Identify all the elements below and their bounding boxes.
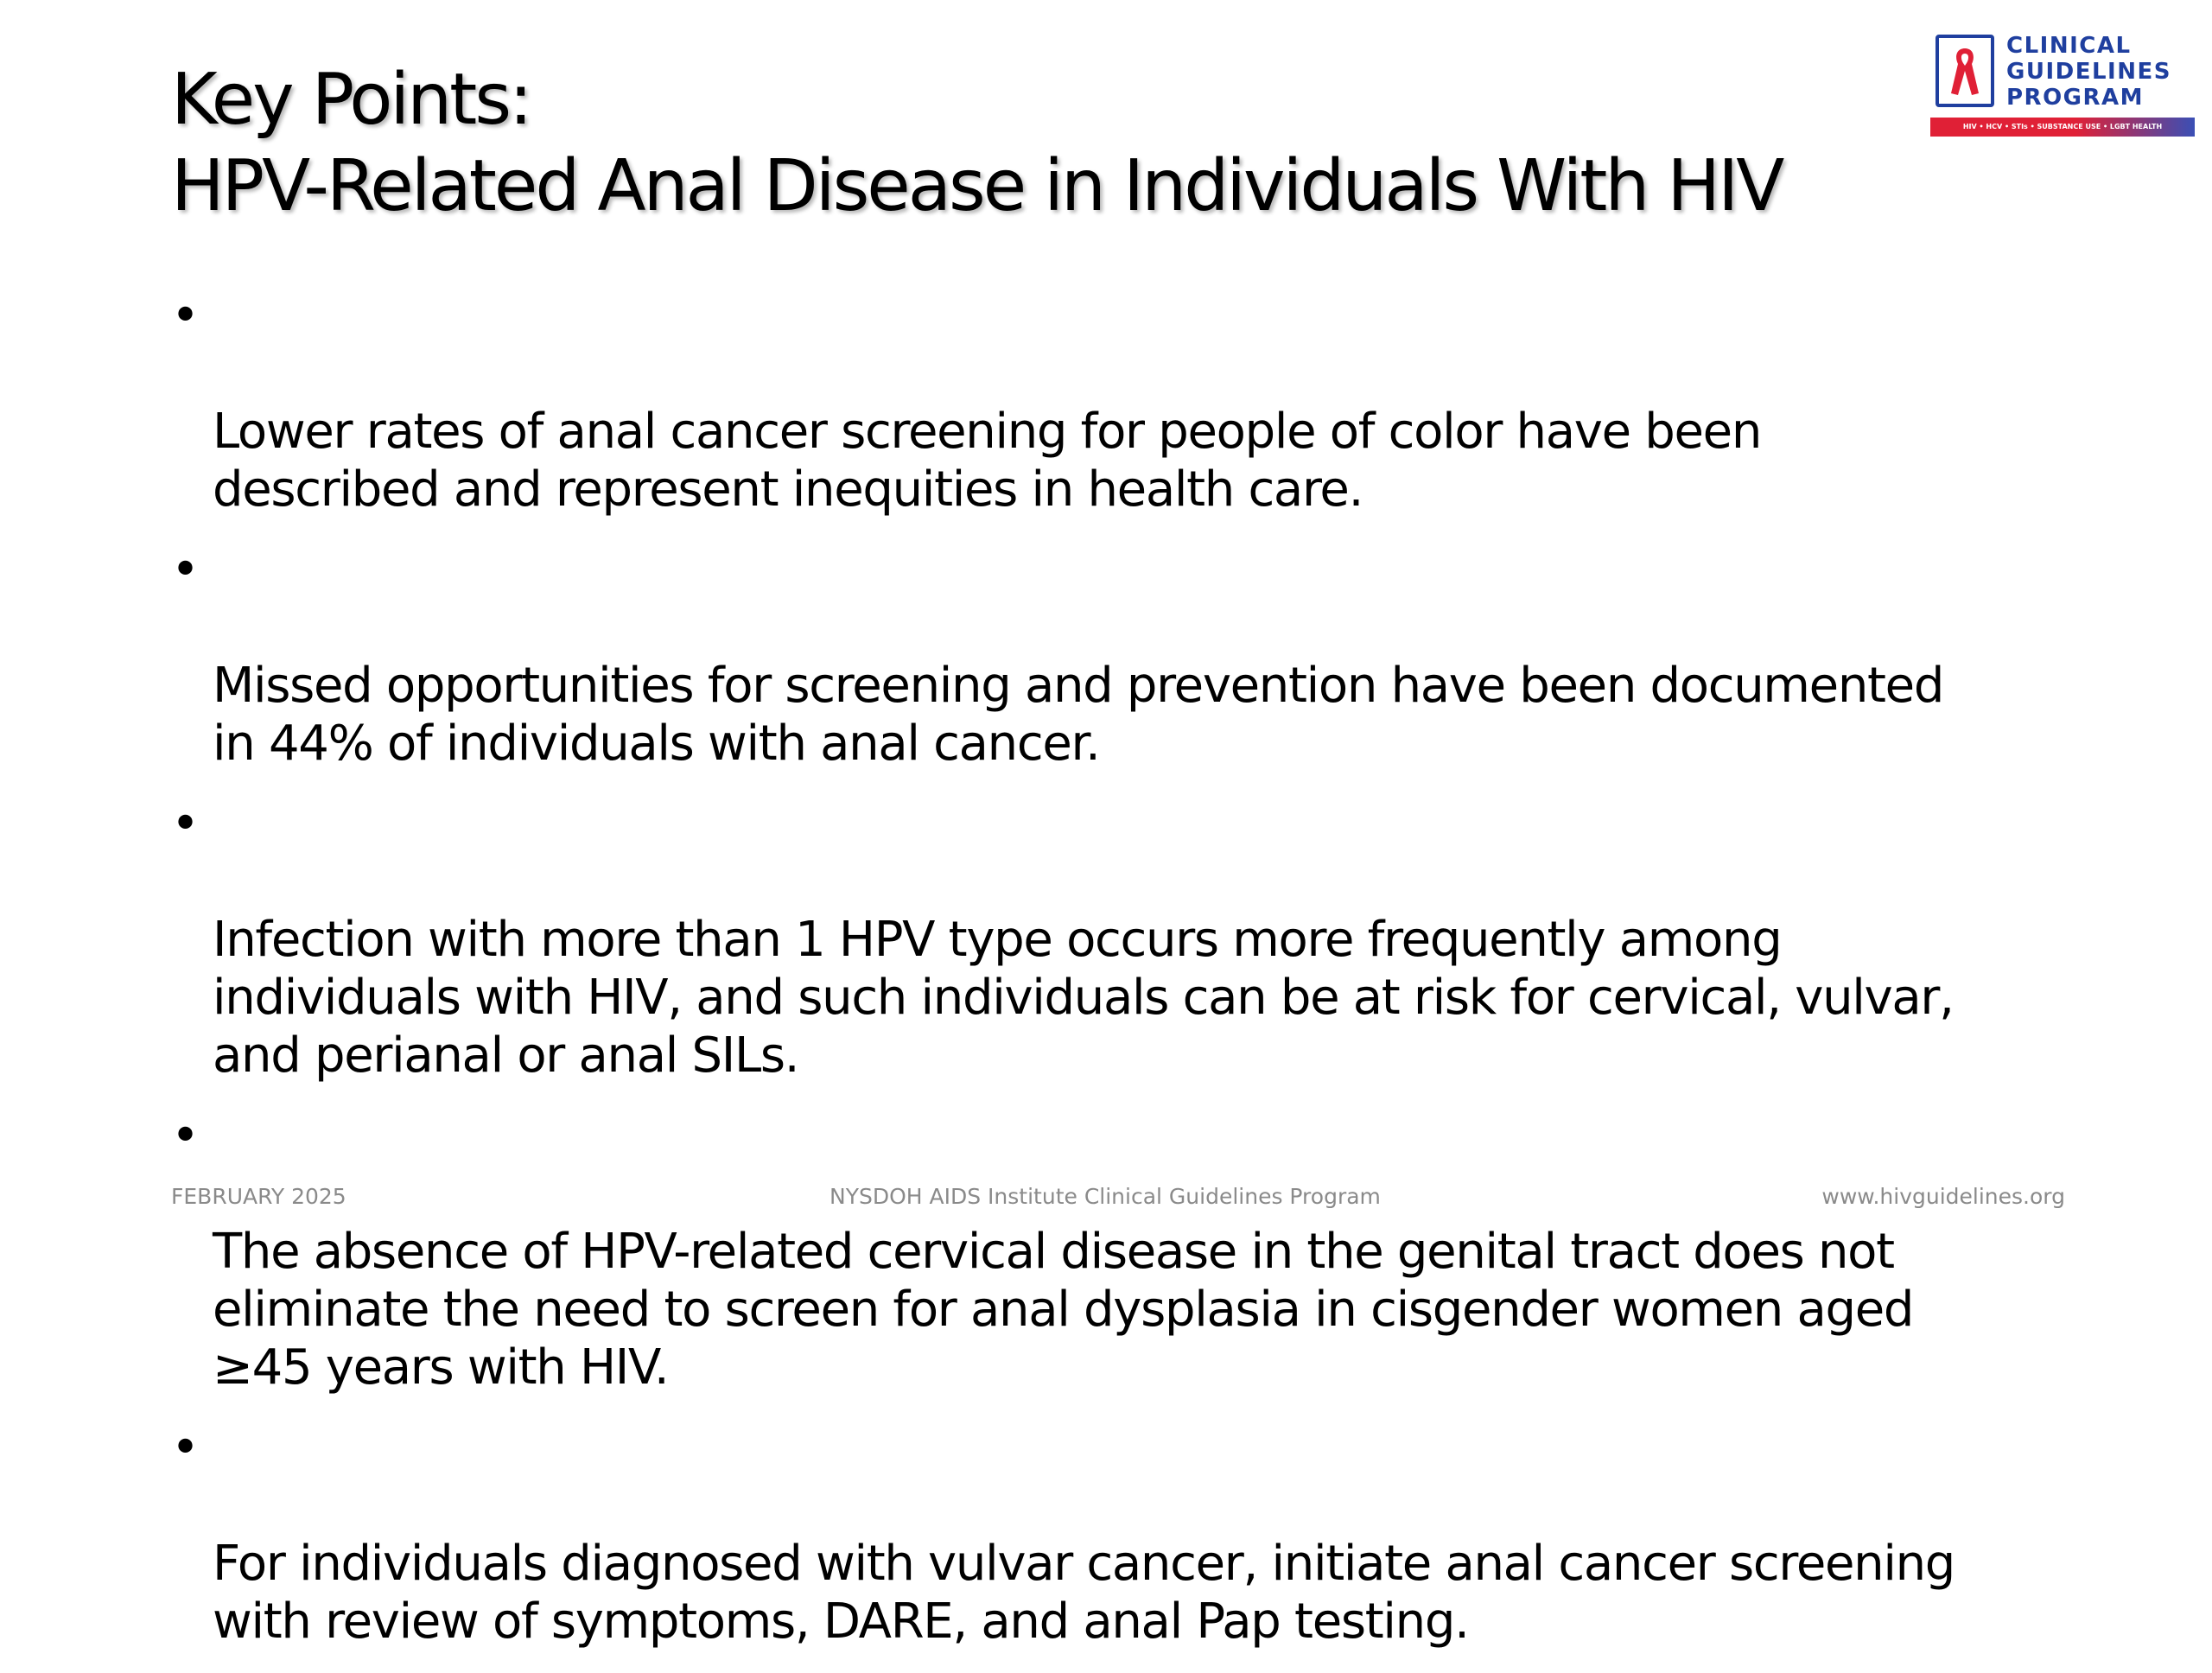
logo-line-3: PROGRAM (2006, 85, 2145, 111)
ribbon-icon (1948, 45, 1982, 99)
logo-wordmark (2006, 33, 2171, 111)
footer-organization: NYSDOH AIDS Institute Clinical Guidelines Program (830, 1184, 1381, 1209)
bullet-item (164, 1419, 2065, 1651)
bullet-item (164, 795, 2065, 1085)
bullet-text: Missed opportunities for screening and prevention have been documented in 44% of individuals with anal cancer. (213, 658, 1944, 772)
bullet-text: Lower rates of anal cancer screening for people of color have been described and represent inequities in health care. (213, 404, 1762, 518)
bullet-item (164, 1107, 2065, 1396)
bullet-text: Infection with more than 1 HPV type occurs more frequently among individuals with HIV, and such individuals can be at risk for cervical, vulvar, and perianal or anal SILs. (213, 912, 1954, 1084)
bullet-marker: • (171, 796, 199, 852)
bullet-marker: • (171, 1420, 199, 1476)
footer-website-link[interactable]: www.hivguidelines.org (1821, 1184, 2065, 1209)
bullet-item (164, 287, 2065, 518)
slide-title (171, 57, 1899, 230)
footer-date: FEBRUARY 2025 (171, 1184, 346, 1209)
logo-line-1: CLINICAL (2006, 33, 2132, 59)
logo-badge (1936, 35, 1994, 107)
key-points-list (164, 287, 2065, 1673)
clinical-guidelines-logo (1936, 33, 2200, 138)
bullet-text: The absence of HPV-related cervical disease in the genital tract does not eliminate the need to screen for anal dysplasia in cisgender women aged ≥45 years with HIV. (213, 1224, 1914, 1396)
bullet-item (164, 541, 2065, 773)
logo-tagline-bar: HIV • HCV • STIs • SUBSTANCE USE • LGBT HEALTH (1930, 118, 2195, 137)
bullet-marker: • (171, 1108, 199, 1164)
bullet-marker: • (171, 542, 199, 598)
bullet-marker: • (171, 288, 199, 344)
logo-line-2: GUIDELINES (2006, 59, 2171, 85)
bullet-text: For individuals diagnosed with vulvar cancer, initiate anal cancer screening with review of symptoms, DARE, and anal Pap testing. (213, 1536, 1955, 1650)
slide-title-line-1: Key Points: (171, 59, 531, 141)
slide-title-line-2: HPV-Related Anal Disease in Individuals With HIV (171, 145, 1783, 227)
